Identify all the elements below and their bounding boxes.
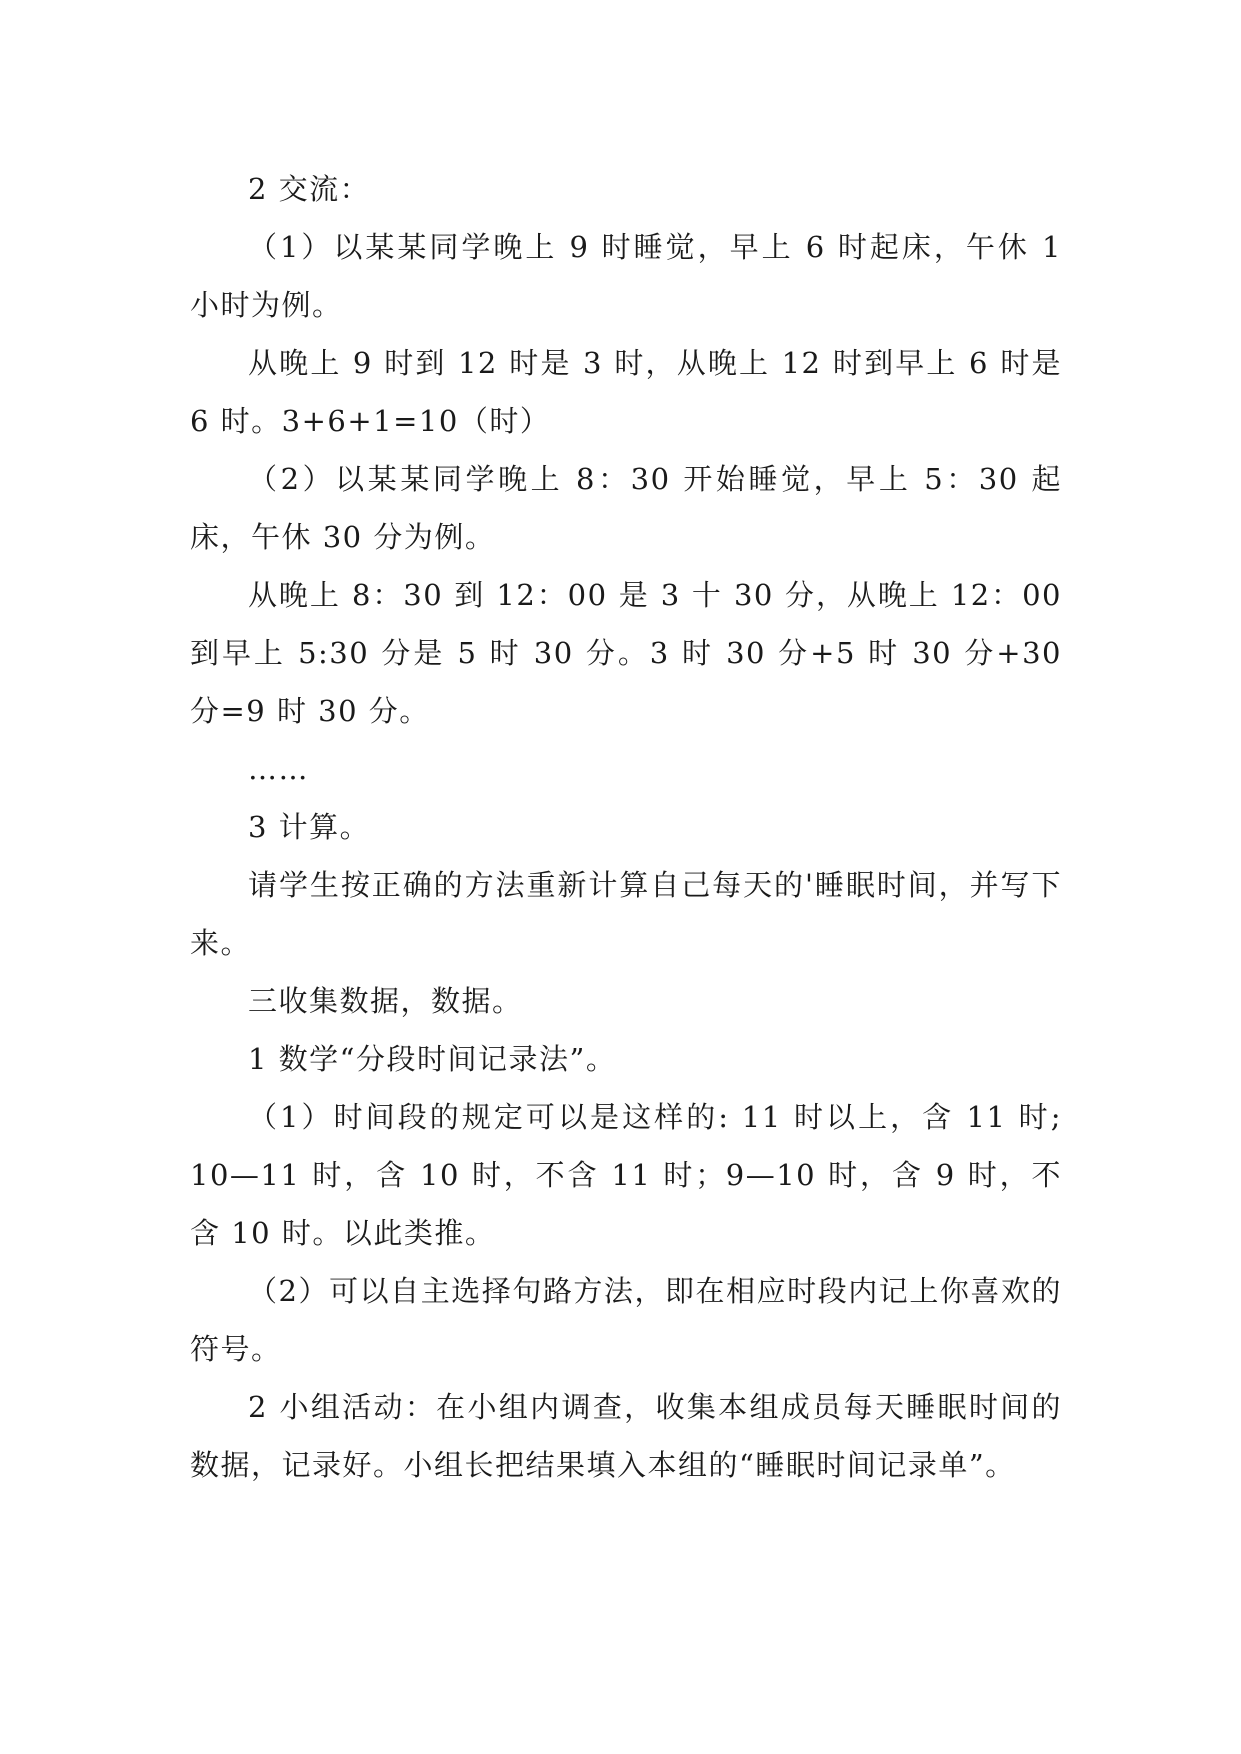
- paragraph-collect-data-heading: 三收集数据，数据。: [248, 984, 523, 1018]
- paragraph-calculate-heading: 3 计算。: [248, 810, 371, 844]
- paragraph-example-2-calc: 从晚上 8：30 到 12：00 是 3 十 30 分，从晚上 12：00 到早上 5:30 分是 5 时 30 分。3 时 30 分+5 时 30 分+30 分=9 时 30 分。: [190, 578, 1062, 728]
- paragraph-exchange-heading: 2 交流：: [248, 172, 371, 206]
- paragraph-ellipsis: ……: [248, 752, 309, 786]
- document-body: [190, 160, 1062, 1494]
- paragraph-segment-method-heading: 1 数学“分段时间记录法”。: [248, 1042, 617, 1076]
- paragraph-segment-symbol: （2）可以自主选择句路方法，即在相应时段内记上你喜欢的符号。: [190, 1274, 1062, 1366]
- paragraph-segment-rule: （1）时间段的规定可以是这样的: 11 时以上，含 11 时; 10—11 时，含 10 时，不含 11 时；9—10 时，含 9 时，不含 10 时。以此类推。: [190, 1100, 1062, 1250]
- paragraph-group-activity: 2 小组活动：在小组内调查，收集本组成员每天睡眠时间的数据，记录好。小组长把结果填入本组的“睡眠时间记录单”。: [190, 1390, 1062, 1482]
- paragraph-example-1: （1）以某某同学晚上 9 时睡觉，早上 6 时起床，午休 1 小时为例。: [190, 230, 1062, 322]
- paragraph-example-2: （2）以某某同学晚上 8：30 开始睡觉，早上 5：30 起床，午休 30 分为例。: [190, 462, 1062, 554]
- paragraph-calculate-instruction: 请学生按正确的方法重新计算自己每天的'睡眠时间，并写下来。: [190, 868, 1062, 960]
- paragraph-example-1-calc: 从晚上 9 时到 12 时是 3 时，从晚上 12 时到早上 6 时是 6 时。3+6+1=10（时）: [190, 346, 1062, 438]
